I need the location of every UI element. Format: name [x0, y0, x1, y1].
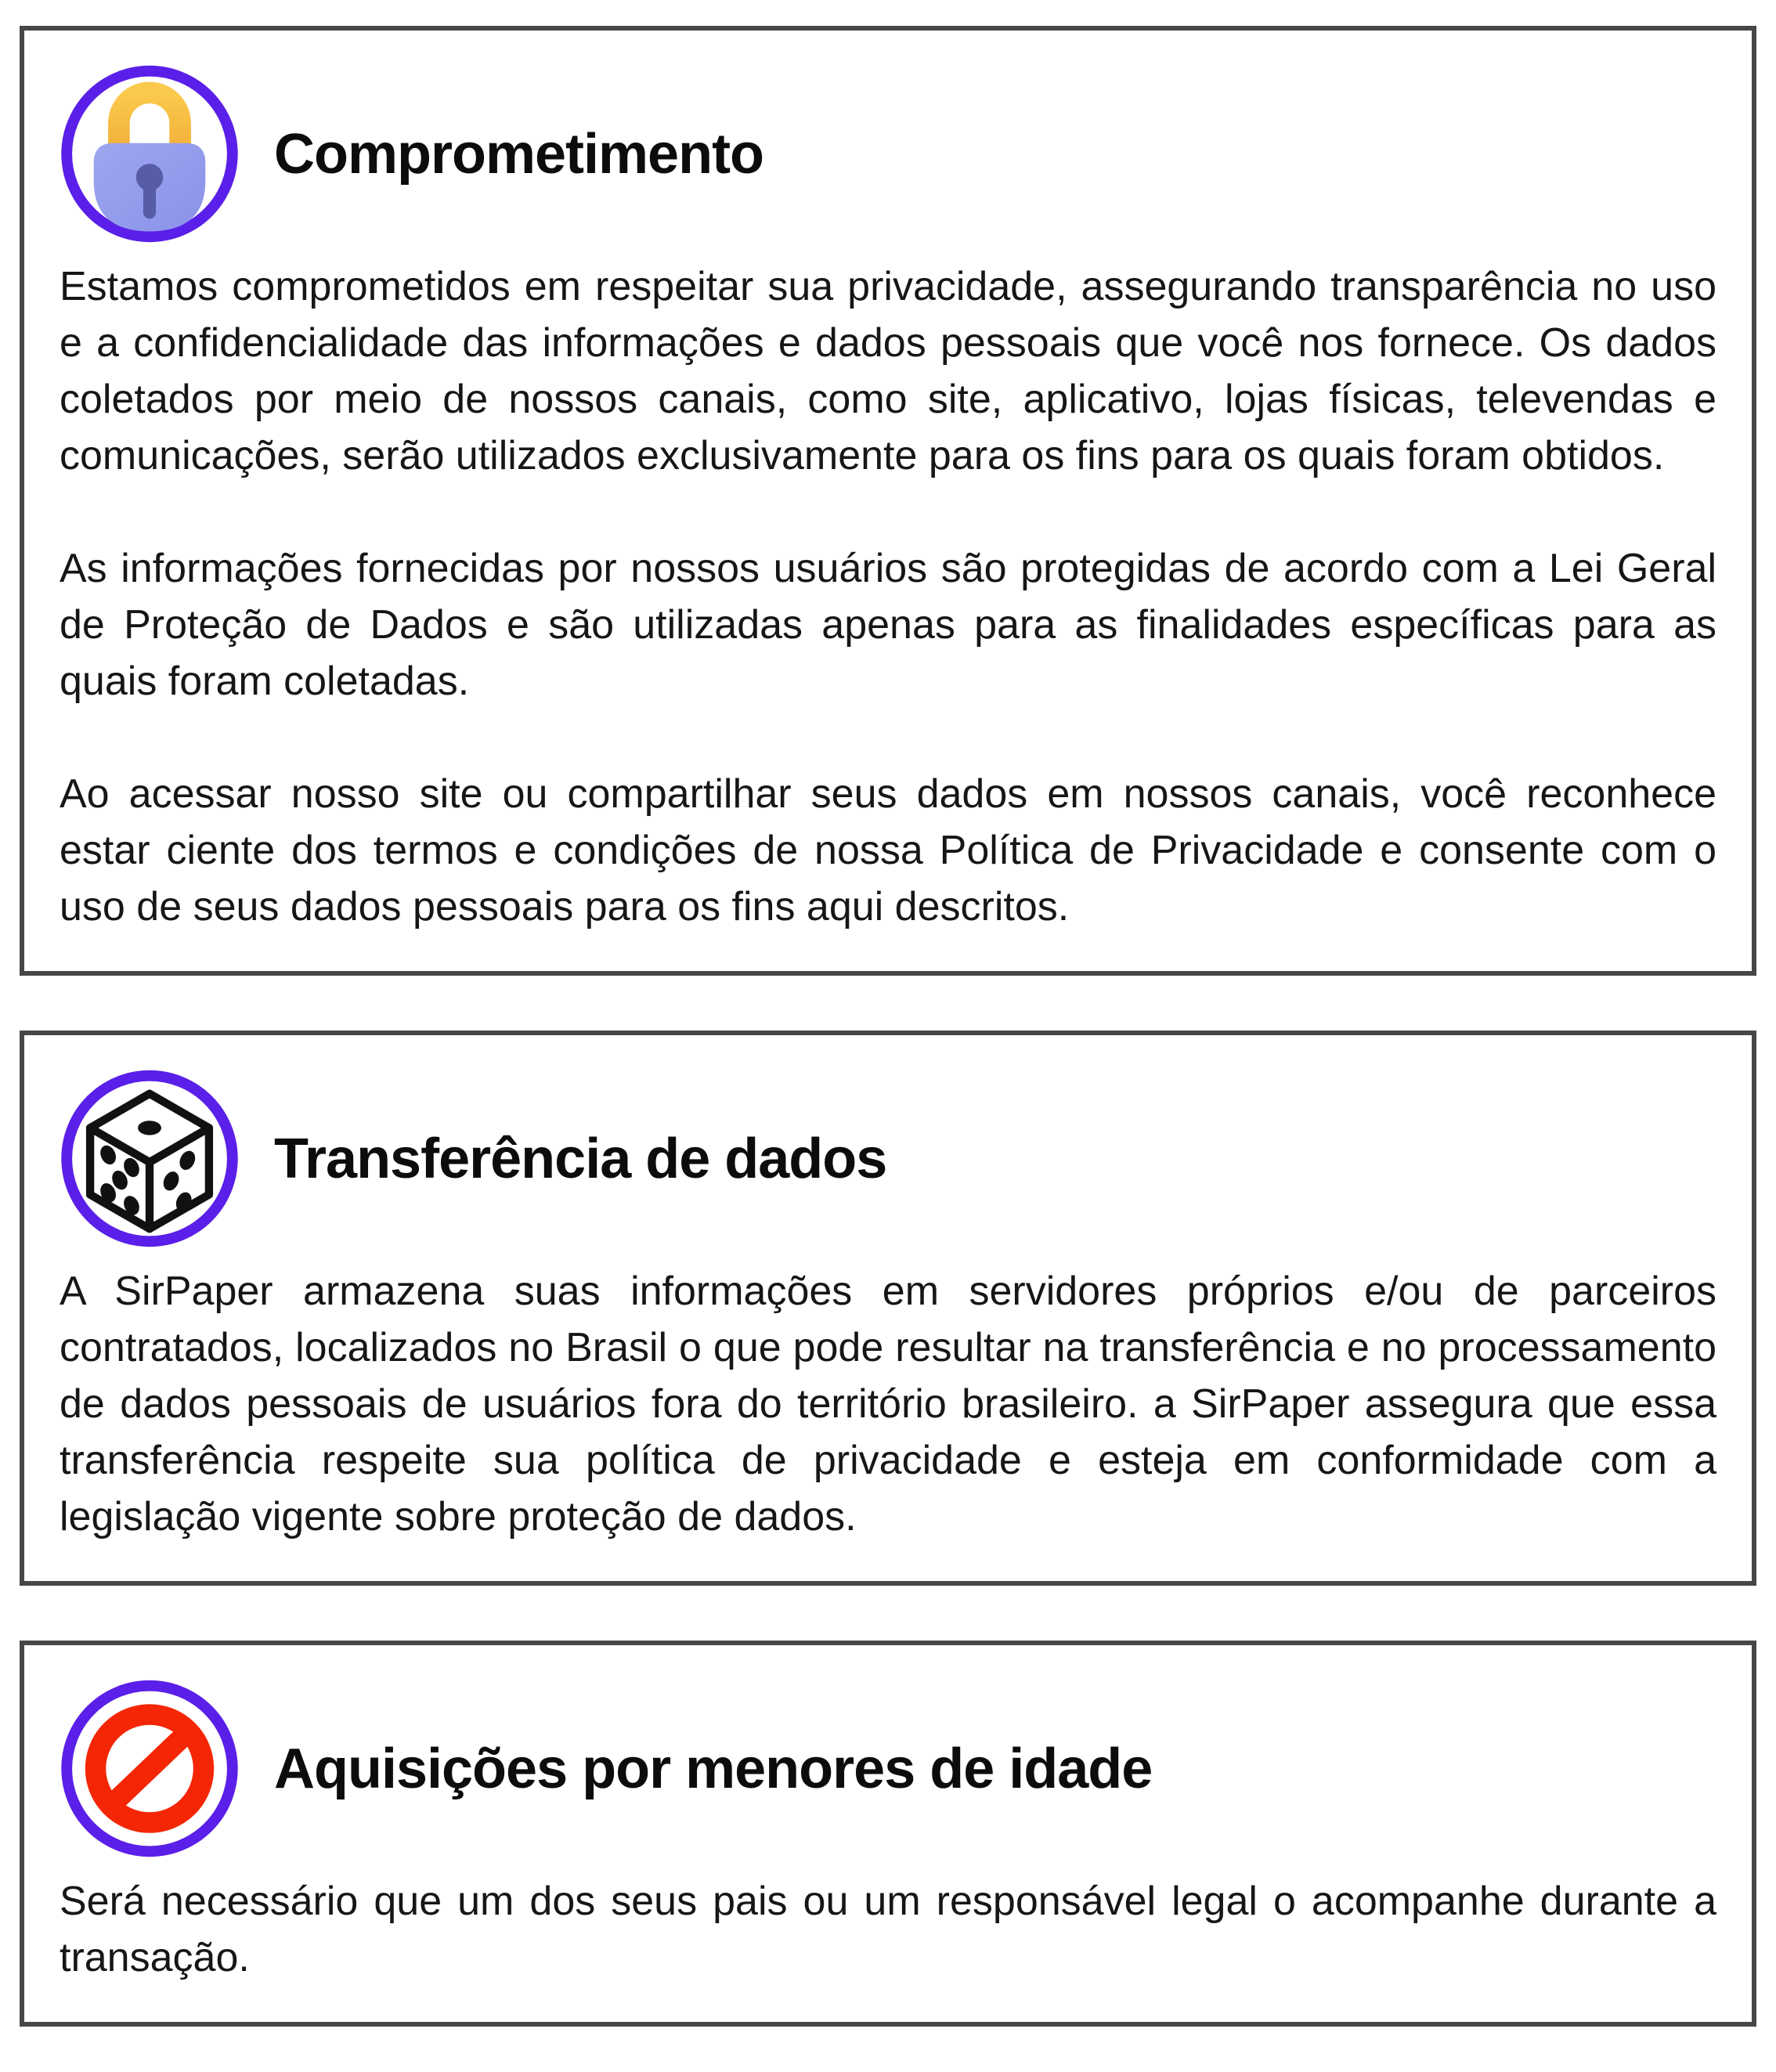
- section-title: Comprometimento: [274, 122, 764, 186]
- section-title: Aquisições por menores de idade: [274, 1737, 1153, 1800]
- section-header: [60, 62, 1716, 246]
- dice-icon-svg: [60, 1067, 240, 1251]
- paragraph: A SirPaper armazena suas informações em servidores próprios e/ou de parceiros contratados, localizados no Brasil o que pode resultar na transferência e no processamento de dados pessoais de usuários fora do território brasileiro. a SirPaper assegura que essa transferência respeite sua política de privacidade e esteja em conformidade com a legislação vigente sobre proteção de dados.: [60, 1269, 1716, 1540]
- section-body: [60, 1873, 1716, 1986]
- section-header: [60, 1067, 1716, 1251]
- paragraph: Ao acessar nosso site ou compartilhar seus dados em nossos canais, você reconhece estar ciente dos termos e condições de nossa Política de Privacidade e consente com o uso de seus dados pessoais para os fins aqui descritos.: [60, 771, 1716, 930]
- lock-icon: [60, 62, 240, 246]
- prohibited-icon: [60, 1677, 240, 1861]
- paragraph: Estamos comprometidos em respeitar sua privacidade, assegurando transparência no uso e a confidencialidade das informações e dados pessoais que você nos fornece. Os dados coletados por meio de nossos canais, como site, aplicativo, lojas físicas, televendas e comunicações, serão utilizados exclusivamente para os fins para os quais foram obtidos.: [60, 264, 1716, 478]
- section-body: [60, 258, 1716, 935]
- section-header: [60, 1677, 1716, 1861]
- prohibited-icon-svg: [60, 1677, 240, 1861]
- paragraph: As informações fornecidas por nossos usuários são protegidas de acordo com a Lei Geral de Proteção de Dados e são utilizadas apenas para as finalidades específicas para as quais foram coletadas.: [60, 546, 1716, 704]
- section-transferencia-de-dados: [20, 1031, 1756, 1586]
- paragraph: Será necessário que um dos seus pais ou um responsável legal o acompanhe durante a transação.: [60, 1879, 1716, 1980]
- lock-icon-svg: [60, 62, 240, 246]
- section-title: Transferência de dados: [274, 1127, 887, 1190]
- dice-icon: [60, 1067, 240, 1251]
- section-aquisicoes-menores: [20, 1641, 1756, 2027]
- section-comprometimento: [20, 26, 1756, 976]
- section-body: [60, 1263, 1716, 1545]
